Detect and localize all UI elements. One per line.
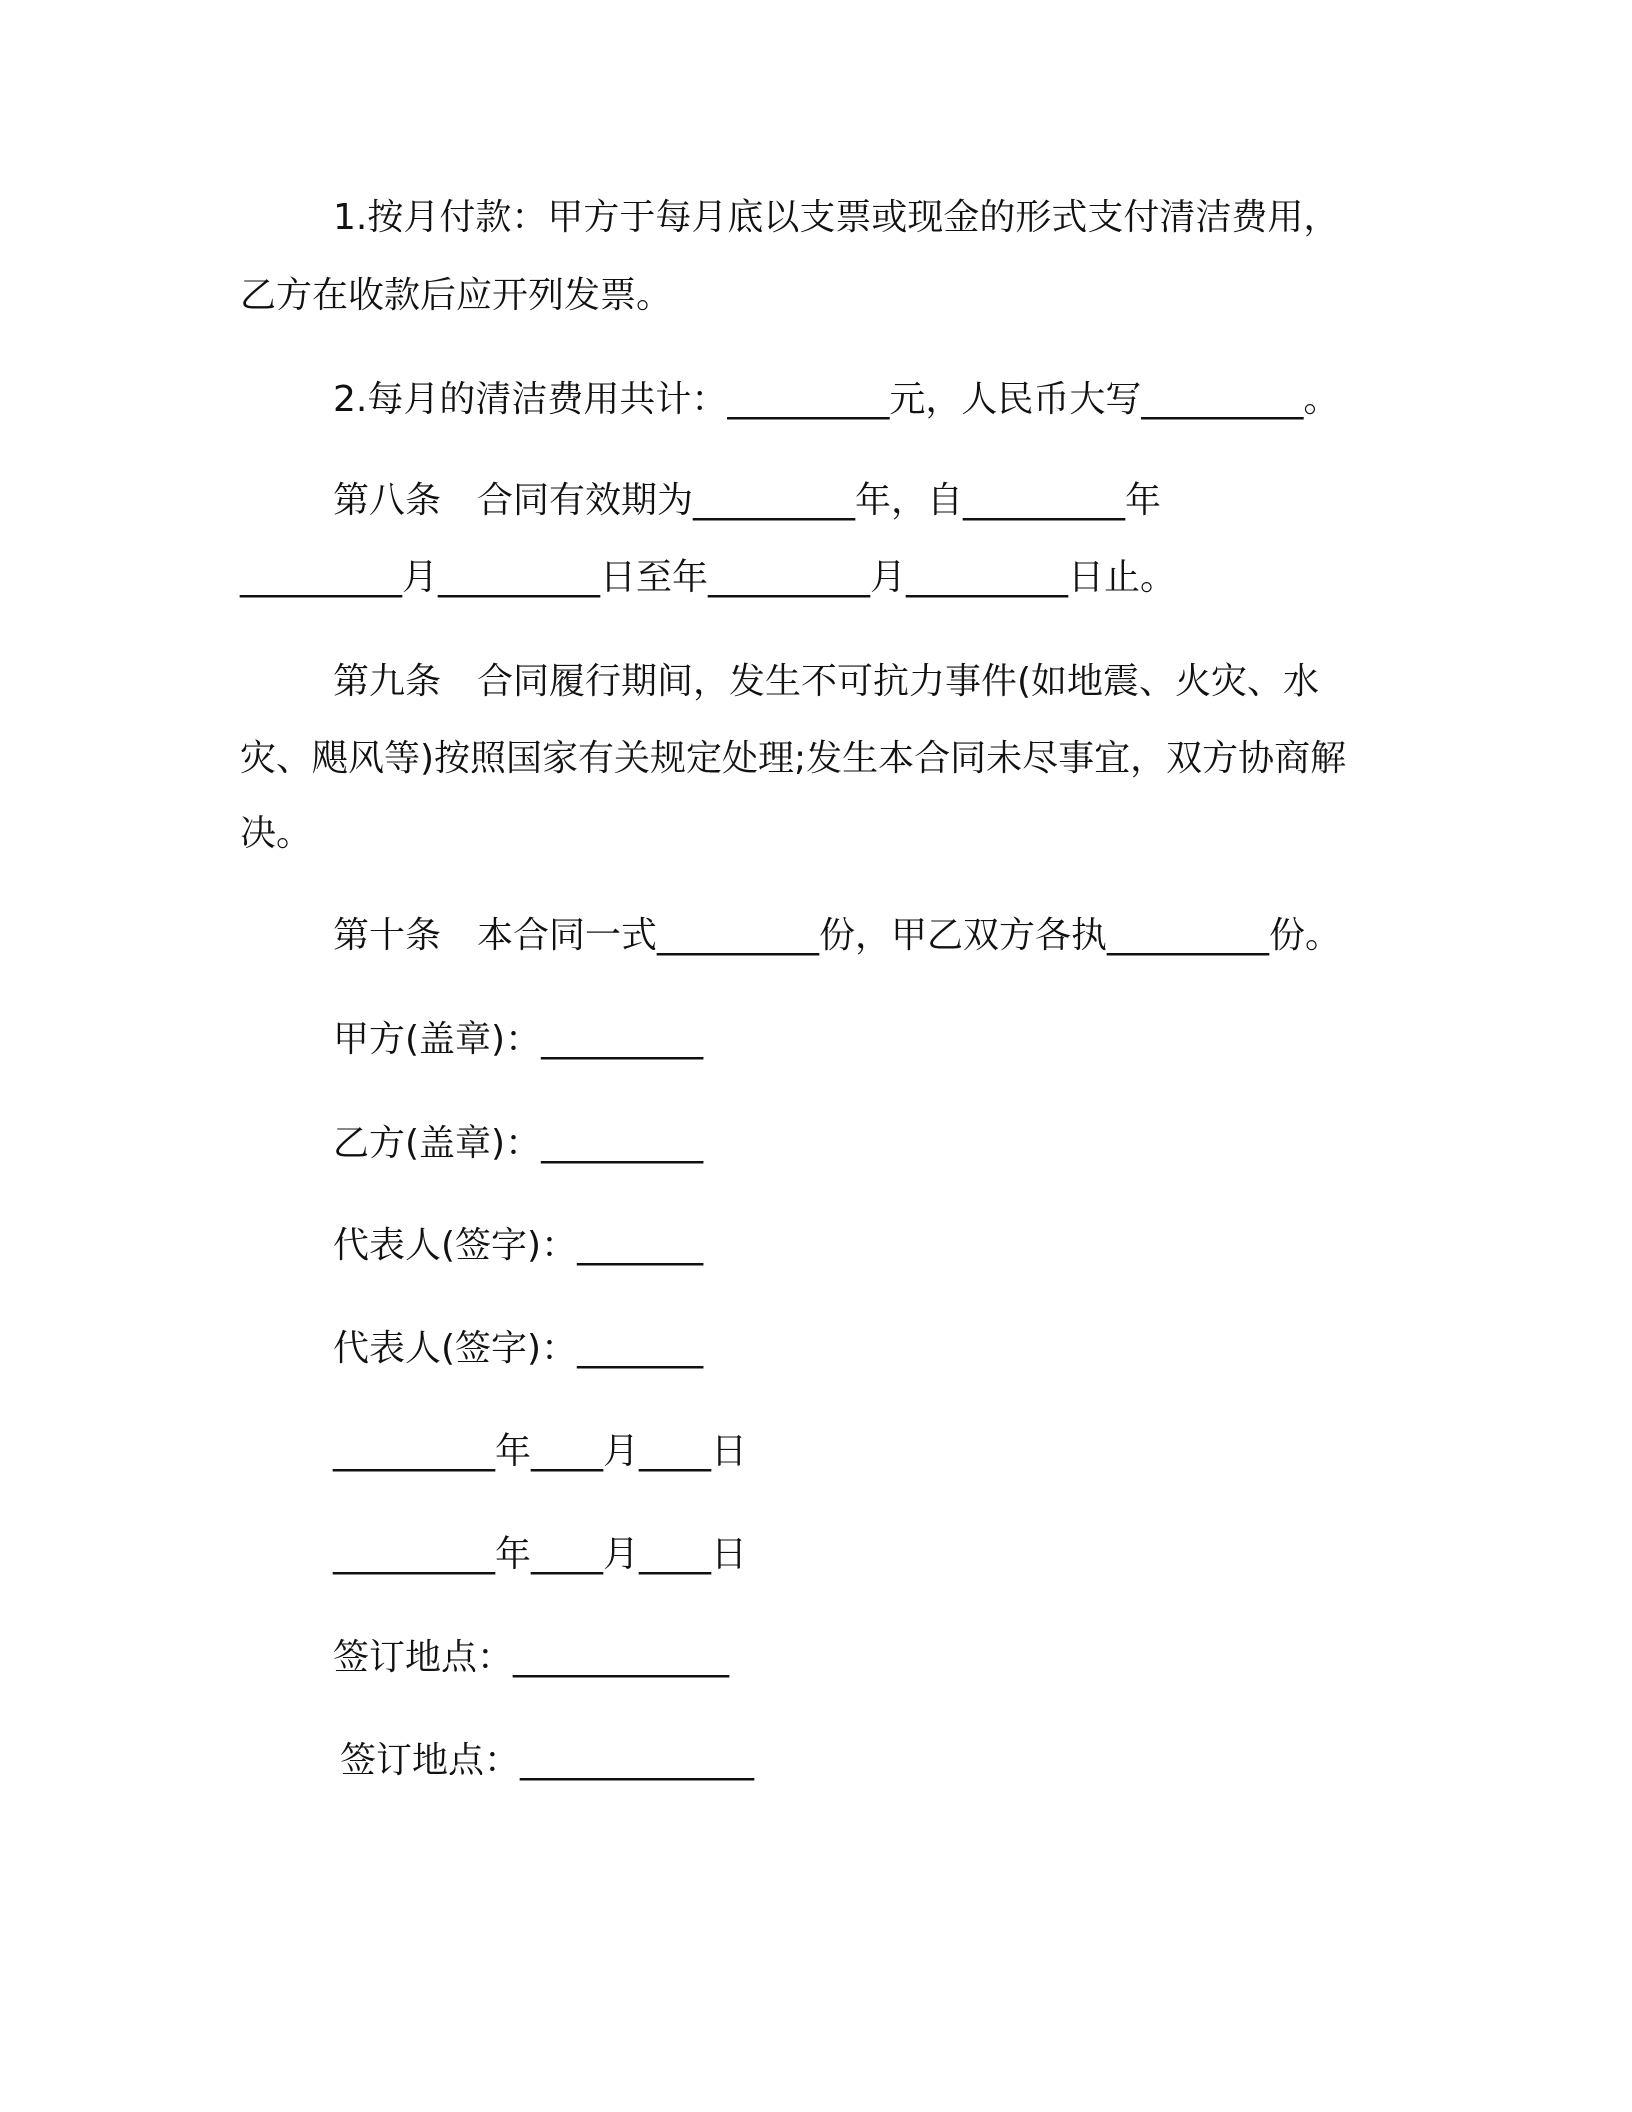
payment-item-1-line-1: 1.按月付款：甲方于每月底以支票或现金的形式支付清洁费用， xyxy=(333,197,1340,238)
article-9-line-2: 灾、飓风等)按照国家有关规定处理;发生本合同未尽事宜，双方协商解 xyxy=(240,738,1347,779)
representative-signature-1: 代表人(签字)：_______ xyxy=(333,1225,704,1266)
article-9-line-3: 决。 xyxy=(240,813,313,854)
signing-location-1: 签订地点：____________ xyxy=(333,1637,730,1678)
payment-item-2: 2.每月的清洁费用共计：_________元，人民币大写_________。 xyxy=(333,379,1340,420)
party-b-seal: 乙方(盖章)：_________ xyxy=(333,1123,704,1164)
article-9-line-1: 第九条 合同履行期间，发生不可抗力事件(如地震、火灾、水 xyxy=(333,661,1320,702)
payment-item-1-line-2: 乙方在收款后应开列发票。 xyxy=(240,275,673,316)
party-a-seal: 甲方(盖章)：_________ xyxy=(333,1019,704,1060)
article-10-line-1: 第十条 本合同一式_________份，甲乙双方各执_________份。 xyxy=(333,915,1342,956)
representative-signature-2: 代表人(签字)：_______ xyxy=(333,1328,704,1369)
article-8-line-2: _________月_________日至年_________月_________日止。 xyxy=(240,557,1177,598)
signing-date-2: _________年____月____日 xyxy=(333,1534,747,1575)
signing-location-2: 签订地点：_____________ xyxy=(340,1740,755,1781)
article-8-line-1: 第八条 合同有效期为_________年，自_________年 xyxy=(333,480,1162,521)
signing-date-1: _________年____月____日 xyxy=(333,1431,747,1472)
